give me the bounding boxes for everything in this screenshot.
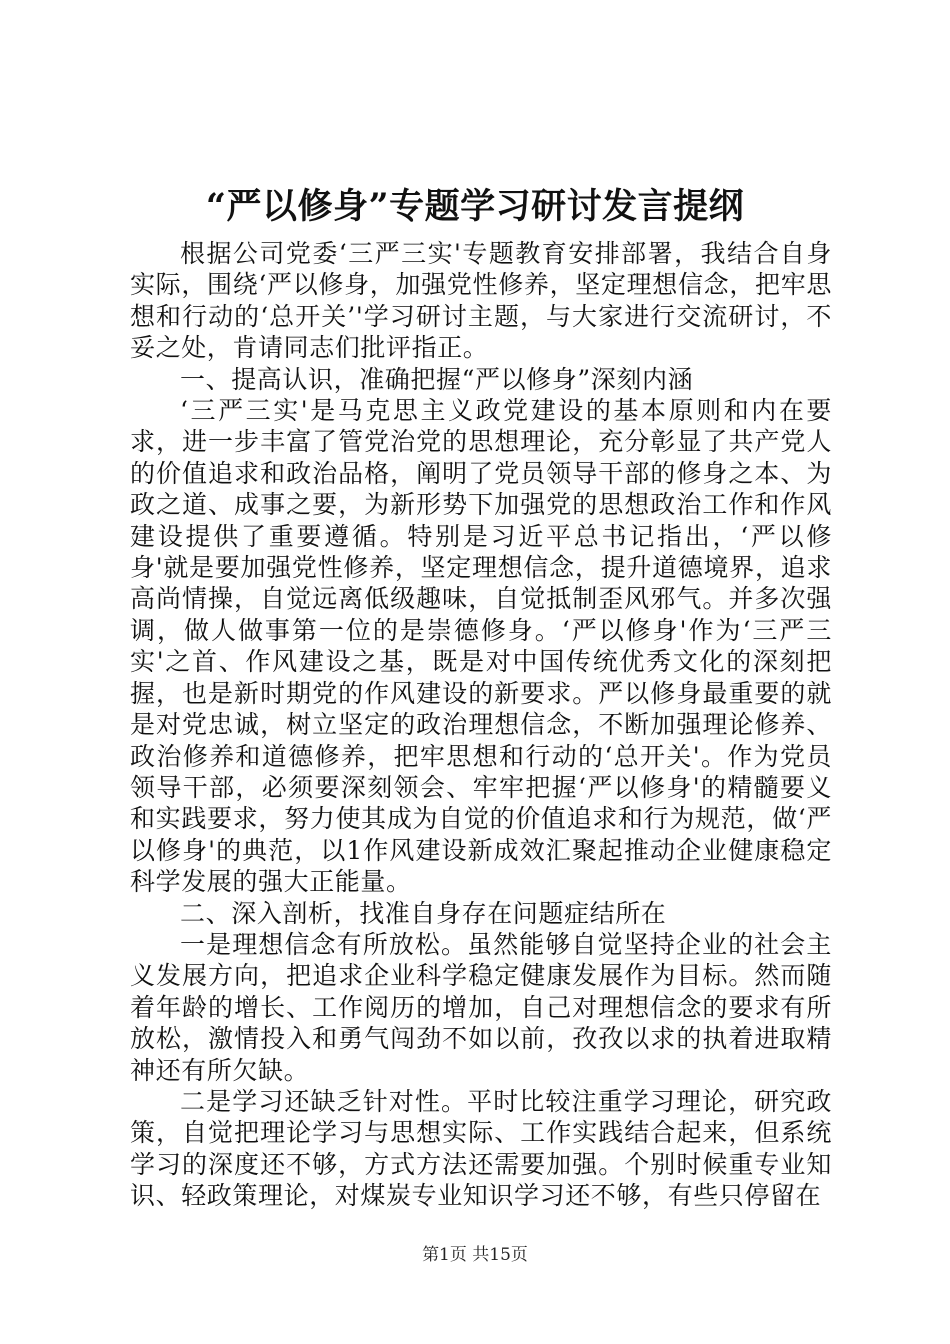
page-footer: 第1页 共15页 bbox=[422, 1245, 528, 1265]
section-heading-2: 二、深入剖析，找准自身存在问题症结所在 bbox=[180, 898, 667, 928]
paragraph-point-2: 二是学习还缺乏针对性。平时比较注重学习理论，研究政策，自觉把理论学习与思想实际、工作实践结合起来，但系统学习的深度还不够，方式方法还需要加强。个别时候重专业知识、轻政策理论，对煤炭专业知识学习还不够，有些只停留在 bbox=[130, 1086, 832, 1211]
document-title: “严以修身”专题学习研讨发言提纲 bbox=[205, 186, 745, 227]
paragraph-intro: 根据公司党委‘三严三实'专题教育安排部署，我结合自身实际，围绕‘严以修身，加强党性修养，坚定理想信念，把牢思想和行动的‘总开关’'学习研讨主题，与大家进行交流研讨，不妥之处，肯请同志们批评指正。 bbox=[130, 239, 832, 363]
section-heading-1: 一、提高认识，准确把握“严以修身”深刻内涵 bbox=[180, 364, 694, 394]
paragraph-point-1: 一是理想信念有所放松。虽然能够自觉坚持企业的社会主义发展方向，把追求企业科学稳定健康发展作为目标。然而随着年龄的增长、工作阅历的增加，自己对理想信念的要求有所放松，激情投入和勇气闯劲不如以前，孜孜以求的执着进取精神还有所欠缺。 bbox=[130, 929, 832, 1085]
paragraph-section-1: ‘三严三实'是马克思主义政党建设的基本原则和内在要求，进一步丰富了管党治党的思想理论，充分彰显了共产党人的价值追求和政治品格，阐明了党员领导干部的修身之本、为政之道、成事之要，为新形势下加强党的思想政治工作和作风建设提供了重要遵循。特别是习近平总书记指出，‘严以修身'就是要加强党性修养，坚定理想信念，提升道德境界，追求高尚情操，自觉远离低级趣味，自觉抵制歪风邪气。并多次强调，做人做事第一位的是崇德修身。‘严以修身'作为‘三严三实'之首、作风建设之基，既是对中国传统优秀文化的深刻把握，也是新时期党的作风建设的新要求。严以修身最重要的就是对党忠诚，树立坚定的政治理想信念，不断加强理论修养、政治修养和道德修养，把牢思想和行动的‘总开关'。作为党员领导干部，必须要深刻领会、牢牢把握‘严以修身'的精髓要义和实践要求，努力使其成为自觉的价值追求和行为规范，做‘严以修身'的典范，以1作风建设新成效汇聚起推动企业健康稳定科学发展的强大正能量。 bbox=[130, 396, 832, 897]
document-body bbox=[130, 238, 832, 1212]
